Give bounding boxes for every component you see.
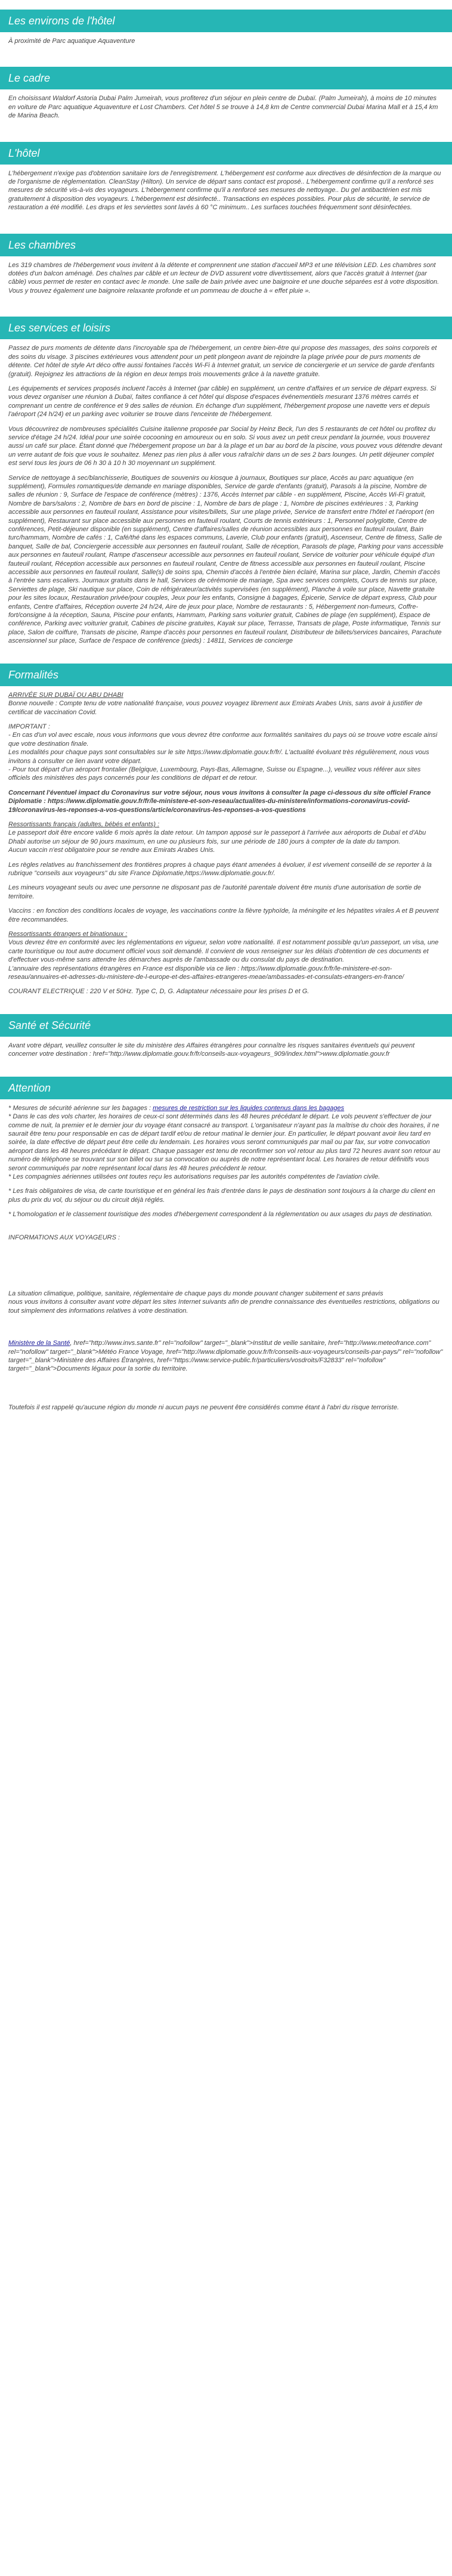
vaccins-text: Vaccins : en fonction des conditions locales de voyage, les vaccinations contre la fièvre typhoïde, la méningite et les hépatites virales A et B peuvent être recommandées. — [8, 907, 439, 923]
attention-p1-prefix: * Mesures de sécurité aérienne sur les bagages : — [8, 1104, 153, 1112]
section-title: Les chambres — [0, 234, 452, 256]
section-title: Le cadre — [0, 67, 452, 89]
courant-text: COURANT ELECTRIQUE : 220 V et 50Hz. Type C, D, G. Adaptateur nécessaire pour les prises D et G. — [8, 988, 309, 996]
important-text: - En cas d'un vol avec escale, nous vous informons que vous devrez être conforme aux formalités sanitaires du pays où se trouve votre escale ainsi que votre destination finale. Les modalités pour chaque pays sont consultables sur le site https://www.diplomatie.gouv.fr/fr/. L'actualité évoluant très régulièrement, nous vous invitons à consulter ce lien avant votre départ. - Pour tout départ d'un aéroport frontalier (Belgique, Luxembourg, Pays-Bas, Allemagne, Suisse ou Espagne...), veuillez vous référer aux sites officiels des ministères des pays concernés pour les conditions de départ et de retour. — [8, 731, 438, 782]
services-paragraph: Service de nettoyage à sec/blanchisserie, Boutiques de souvenirs ou kiosque à journaux, Boutiques sur place, Accès au parc aquatique (en supplément), Formules romantiques/de demande en mariage disponibles, Service de garde d'enfants (gratuit), Parasols à la piscine, Nombre de salles de réunion : 9, Surface de l'espace de conférence (mètres) : 1376, Accès Internet par câble - en supplément, Piscine, Accès Wi-Fi gratuit, Nombre de bars/salons : 2, Nombre de bars en bord de piscine : 1, Nombre de bars de plage : 1, Nombre de piscines extérieures : 3, Parking accessible aux personnes en fauteuil roulant, Assistance pour visites/billets, Sur une plage privée, Service de transfert entre l'hôtel et l'aéroport (en supplément), Restaurant sur place accessible aux personnes en fauteuil roulant, Courts de tennis extérieurs : 1, Personnel polyglotte, Centre de conférences, Petit-déjeuner disponible (en supplément), Centre d'affaires/salles de réunion accessibles aux personnes en fauteuil roulant, Bain turc/hammam, Nombre de cafés : 1, Café/thé dans les espaces communs, Laverie, Club pour enfants (gratuit), Ascenseur, Centre de fitness, Salle de banquet, Salle de bal, Conciergerie accessible aux personnes en fauteuil roulant, Salle de réception, Parasols de plage, Parking pour vans accessible aux personnes en fauteuil roulant, Rampe d'ascenseur accessible aux personnes en fauteuil roulant, Service de voiturier pour véhicule équipé d'un fauteuil roulant, Réception accessible aux personnes en fauteuil roulant, Centre de fitness accessible aux personnes en fauteuil roulant, Piscine accessible aux personnes en fauteuil roulant, Salle(s) de soins spa, Chemin d'accès à l'entrée bien éclairé, Marina sur place, Jardin, Chemin d'accès à l'entrée sans escaliers. Journaux gratuits dans le hall, Services de cérémonie de mariage, Spa avec services complets, Cours de tennis sur place, Serviettes de plage, Ski nautique sur place, Coin de réfrigérateur/activités supervisées (en supplément), Planche à voile sur place, Navette gratuite pour les sites locaux, Restauration privée/pour couples, Jeux pour les enfants, Consigne à bagages, Épicerie, Service de départ express, Club pour enfants, Centre d'affaires, Réception ouverte 24 h/24, Aire de jeux pour place, Nombre de restaurants : 5, Hébergement non-fumeurs, Coffre-fort/consigne à la réception, Sauna, Piscine pour enfants, Hammam, Parking sans voiturier gratuit, Cabines de plage (en supplément), Espace de conférence, Parking avec voiturier gratuit, Cabines de piscine gratuites, Kayak sur place, Terrasse, Transats de plage, Poste informatique, Tennis sur place, Salon de coiffure, Transats de piscine, Rampe d'accès pour personnes en fauteuil roulant, Distributeur de billets/services bancaires, Parachute ascensionnel sur place, Surface de l'espace de conférence (pieds) : 14811, Services de concierge — [8, 474, 444, 645]
ressortissants-text: Le passeport doit être encore valide 6 mois après la date retour. Un tampon apposé sur le passeport à l'arrivée aux aéroports de Dubaï et d'Abu Dhabi autorise un séjour de 90 jours maximum, en une ou plusieurs fois, sur une période de 180 jours à compter de la date du tampon. Aucun vaccin n'est obligatoire pour se rendre aux Emirats Arabes Unis. — [8, 829, 426, 854]
coronavirus-notice: Concernant l'éventuel impact du Coronavirus sur votre séjour, nous vous invitons à consulter la page ci-dessous du site officiel France Diplomatie : https://www.diplomatie.gouv.fr/fr/le-ministere-et-son-reseau/actualites-du-ministere/informations-coronavirus-covid-19/coronavirus-les-reponses-a-vos-questions/article/coronavirus-les-reponses-a-vos-questions — [8, 789, 431, 814]
section-services — [0, 317, 452, 645]
ministere-sante-link[interactable]: Ministère de la Santé — [8, 1340, 70, 1347]
section-title: L'hôtel — [0, 142, 452, 165]
attention-visa-text: * Les frais obligatoires de visa, de carte touristique et en général les frais d'entrée dans le pays de destination sont toujours à la charge du client en plus du prix du vol, du séjour ou du circuit déjà réglés. — [8, 1188, 435, 1204]
section-text: L'hébergement n'exige pas d'obtention sanitaire lors de l'enregistrement. L'hébergement est conforme aux directives de désinfection de la marque ou de l'organisme de réglementation. CleanStay (Hilton). Un service de départ sans contact est proposé.. L'hébergement confirme qu'il a renforcé ses mesures de sécurité vis-à-vis des voyageurs. L'hébergement confirme qu'il a renforcé ses mesures de nettoyage.. Du gel antibactérien est mis gratuitement à disposition des voyageurs. L'hébergement est désinfecté.. Transactions en espèces possibles. Pour plus de sécurité, le service de restauration a été modifié. Les draps et les serviettes sont lavés à 60 °C minimum.. Les surfaces touchées fréquemment sont désinfectées. — [8, 169, 441, 212]
terror-risk-text: Toutefois il est rappelé qu'aucune région du monde ni aucun pays ne peuvent être considérés comme étant à l'abri du risque terroriste. — [8, 1403, 400, 1411]
services-paragraph: Les équipements et services proposés incluent l'accès à Internet (par câble) en supplément, un centre d'affaires et un service de départ express. Si vous devez organiser une réunion à Dubaï, faites confiance à cet hôtel qui dispose d'espaces événementiels mesurant 1376 mètres carrés et comprenant un centre de conférence et 9 des salles de réunion. En échange d'un supplément, l'hébergement propose une navette vers et depuis l'aéroport (24 h/24) et un parking avec voiturier se trouve dans l'enceinte de l'hébergement. — [8, 385, 436, 419]
services-paragraph: Vous découvrirez de nombreuses spécialités Cuisine italienne proposée par Social by Heinz Beck, l'un des 5 restaurants de cet hôtel ou profitez du service d'étage 24 h/24. Idéal pour une soirée cocooning en amoureux ou en solo. Si vous avez un petit creux pendant la journée, vous trouverez aussi un café sur place. Étant donné que l'hébergement propose un bar à la plage et un bar au bord de la piscine, vous pouvez vous détendre devant un verre autant de fois que vous le souhaitez. Menez pas rien plus à aller vous rafraîchir dans un de ses 2 bars lounges. Un petit déjeuner complet est servi tous les jours de 06 h 30 à 10 h 30 moyennant un supplément. — [8, 425, 442, 467]
arrival-text: Bonne nouvelle : Compte tenu de votre nationalité française, vous pouvez voyagez librement aux Emirats Arabes Unis, sans avoir à justifier de certificat de vaccination Covid. — [8, 700, 423, 716]
sante-text: Avant votre départ, veuillez consulter le site du ministère des Affaires étrangères pour connaître les risques sanitaires éventuels qui peuvent concerner votre destination : href="http://www.diplomatie.gouv.fr/fr/conseils-aux-voyageurs_909/index.html">www.diplomatie.gouv.fr — [8, 1041, 415, 1058]
liquids-restriction-link[interactable]: mesures de restriction sur les liquides contenus dans les bagages — [153, 1104, 345, 1112]
mineurs-text: Les mineurs voyageant seuls ou avec une personne ne disposant pas de l'autorité parentale doivent être munis d'une autorisation de sortie de territoire. — [8, 884, 422, 900]
section-title: Attention — [0, 1077, 452, 1099]
binationaux-heading: Ressortissants étrangers et binationaux : — [8, 931, 128, 938]
infos-heading: INFORMATIONS AUX VOYAGEURS : — [8, 1233, 120, 1241]
section-text: À proximité de Parc aquatique Aquaventure — [8, 38, 135, 45]
section-environs — [0, 10, 452, 45]
arrival-heading: ARRIVÉE SUR DUBAÏ OU ABU DHABI — [8, 691, 123, 699]
regles-text: Les règles relatives au franchissement des frontières propres à chaque pays étant amenées à évoluer, il est vivement conseillé de se reporter à la rubrique "conseils aux voyageurs" du site France Diplomatie,https://www.diplomatie.gouv.fr/. — [8, 861, 432, 877]
section-chambres — [0, 234, 452, 296]
binationaux-text: Vous devrez être en conformité avec les réglementations en vigueur, selon votre nationalité. Il est notamment possible qu'un passeport, un visa, une carte touristique ou tout autre document officiel vous soit demandé. Il convient de vous renseigner sur les délais d'obtention de ces documents et d'effectuer vous-même sans attendre les démarches auprès de l'ambassade ou du consulat du pays de destination. L'annuaire des représentations étrangères en France est disponible via ce lien : https://www.diplomatie.gouv.fr/fr/le-ministere-et-son-reseau/annuaires-et-adresses-du-ministere-de-l-europe-et-des-affaires-etrangeres-meae/ambassades-et-consulats-etrangers-en-france/ — [8, 939, 439, 981]
section-attention — [0, 1077, 452, 1412]
section-title: Formalités — [0, 664, 452, 686]
section-hotel — [0, 142, 452, 212]
section-title: Santé et Sécurité — [0, 1014, 452, 1037]
services-paragraph: Passez de purs moments de détente dans l'incroyable spa de l'hébergement, un centre bien-être qui propose des massages, des soins corporels et des soins du visage. 3 piscines extérieures vous attendent pour un petit plongeon avant de rejoindre la plage privée pour de purs moments de détente. Cet hôtel de style Art déco offre aussi fontaines l'accès Wi-Fi à Internet gratuit, un service de conciergerie et un service de garde d'enfants (gratuit). Rejoignez les attractions de la région en deux temps trois mouvements grâce à la navette gratuite. — [8, 345, 437, 378]
section-text: En choisissant Waldorf Astoria Dubai Palm Jumeirah, vous profiterez d'un séjour en plein centre de Dubaï. (Palm Jumeirah), à moins de 10 minutes en voiture de Parc aquatique Aquaventure et Lost Chambers. Cet hôtel 5 se trouve à 14,8 km de Centre commercial Dubai Marina Mall et à 15,4 km de Marina Beach. — [8, 95, 438, 120]
hotel-details-page — [0, 10, 452, 1412]
section-sante — [0, 1014, 452, 1059]
attention-charter-text: * Dans le cas des vols charter, les horaires de ceux-ci sont déterminés dans les 48 heures précédant le départ. Le vols peuvent s'effectuer de jour comme de nuit, la premier et le dernier jour du voyage étant consacré au transport. L'organisateur n'ayant pas la maîtrise du choix des horaires, il ne saurait être tenu pour responsable en cas de départ tardif et/ou de retour matinal le dernier jour. En particulier, le départ pouvant avoir lieu tard en soirée, la date effective de départ peut être celle du lendemain. Les horaires vous seront communiqués par mail ou par fax, sur votre convocation aéroport dans les 48 heures précédant le départ. Chaque passager est tenu de reconfirmer son vol retour au plus tard 72 heures avant son retour au numéro de téléphone se trouvant sur son billet ou sur sa convocation ou auprès de notre représentant local. Les horaires de retour définitifs vous seront communiqués par notre représentant local dans les 48 heures précédent le retour. * Les compagnies aériennes utilisées ont toutes reçu les autorisations requises par les autorités compétentes de l'aviation civile. — [8, 1113, 441, 1180]
section-title: Les services et loisirs — [0, 317, 452, 339]
section-formalites — [0, 664, 452, 996]
section-title: Les environs de l'hôtel — [0, 10, 452, 32]
section-text: Les 319 chambres de l'hébergement vous invitent à la détente et comprennent une station d'accueil MP3 et une télévision LED. Les chambres sont dotées d'un balcon aménagé. Des chaînes par câble et un lecteur de DVD assurent votre divertissement, alors que l'accès gratuit à Internet (par câble) vous permet de rester en contact avec le monde. Une salle de bain privée avec une baignoire et une douche séparées est à votre disposition. Vous y trouvez également une baignoire relaxante profonde et un pommeau de douche à « effet pluie ». — [8, 261, 439, 295]
important-heading: IMPORTANT : — [8, 723, 50, 730]
situation-text: La situation climatique, politique, sanitaire, réglementaire de chaque pays du monde pouvant changer subitement et sans préavis nous vous invitons à consulter avant votre départ les sites Internet suivants afin de prendre connaissance des éventuelles restrictions, obligations ou tout simplement des informations relatives à votre destination. — [8, 1289, 439, 1315]
ressortissants-heading: Ressortissants français (adultes, bébés et enfants) : — [8, 820, 160, 828]
links-text: , href="http://www.invs.sante.fr" rel="nofollow" target="_blank">Institut de veille sanitaire, href="http://www.meteofrance.com" rel="nofollow" target="_blank">Météo France Voyage, href="http://www.diplomatie.gouv.fr/fr/conseils-aux-voyageurs/conseils-par-pays/" rel="nofollow" target="_blank">Ministère des Affaires Étrangères, href="https://www.service-public.fr/particuliers/vosdroits/F32833" rel="nofollow" target="_blank">Documents légaux pour la sortie du territoire. — [8, 1340, 443, 1373]
section-cadre — [0, 67, 452, 120]
attention-homologation-text: * L'homologation et le classement touristique des modes d'hébergement correspondent à la réglementation ou aux usages du pays de destination. — [8, 1211, 433, 1219]
